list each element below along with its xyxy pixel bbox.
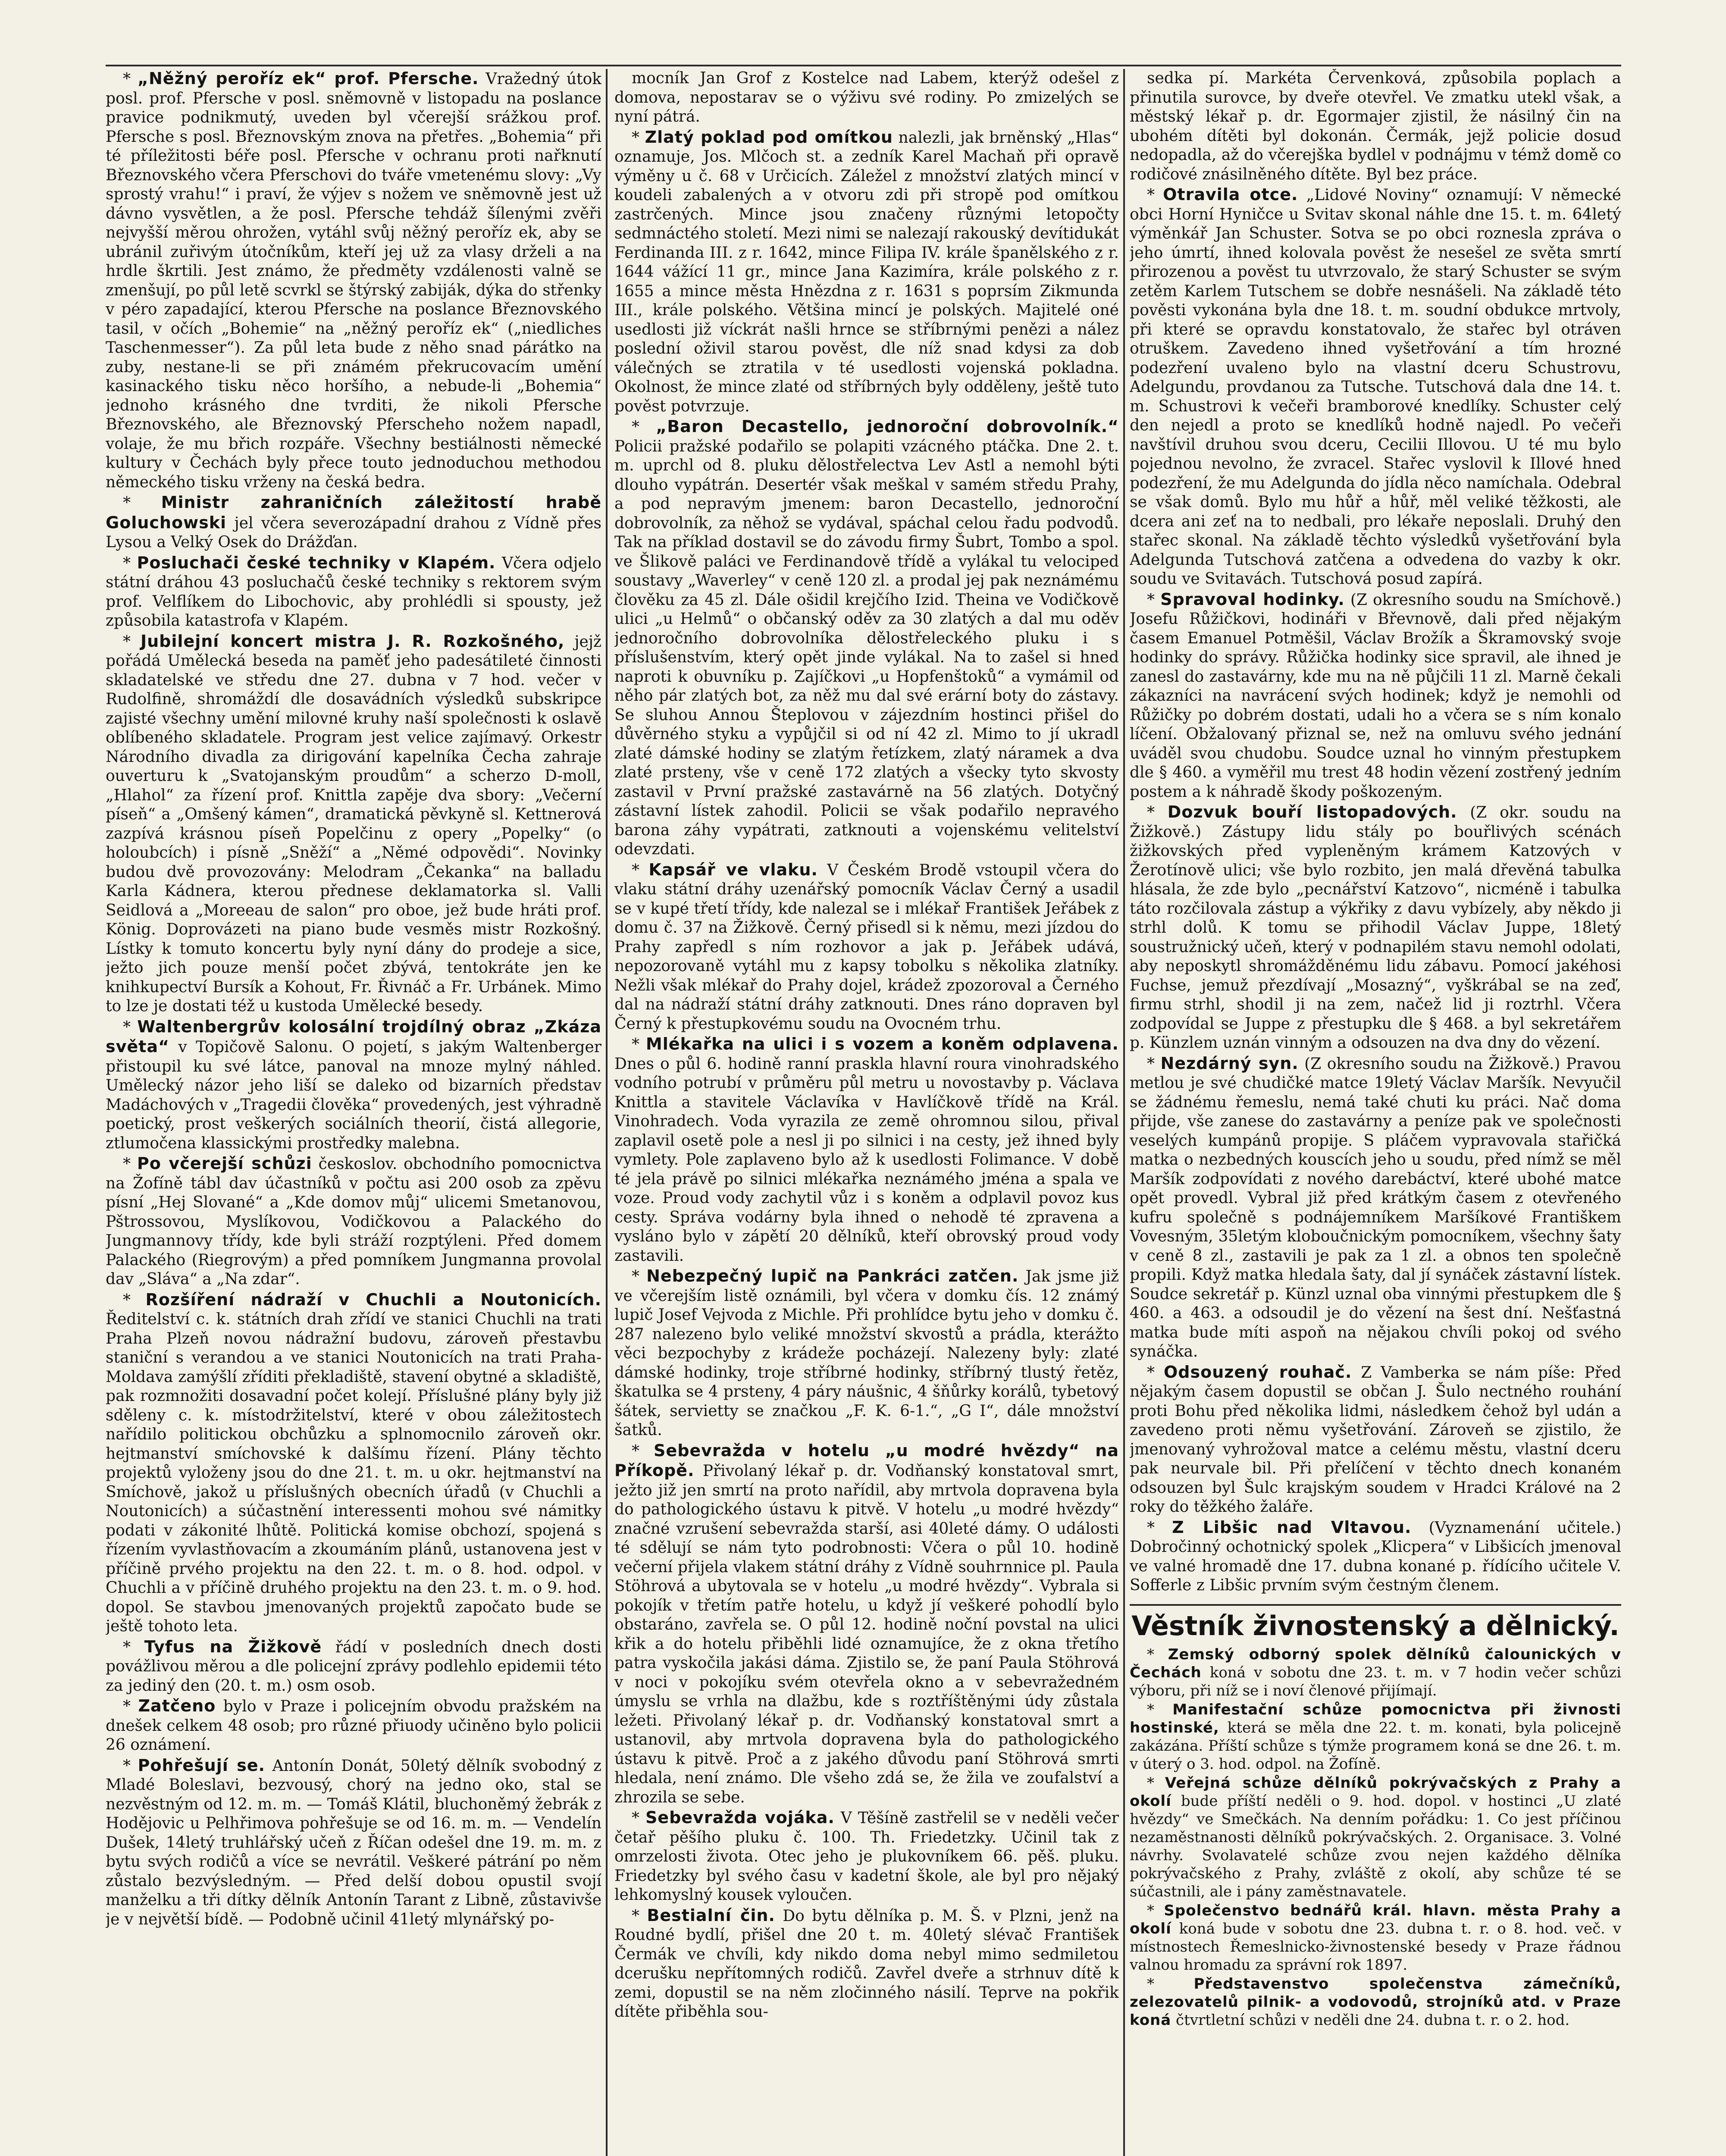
article-text: jejž pořádá Umělecká beseda na paměť jeho padesátileté činnosti skladatelské ve středu dne 27. dubna v 7 hod. večer v Rudolfině, shromáždí dle dosavádních výsledků subskripce zajisté všechny umění milovné kruhy naší společnosti k oslavě oblíbeného skladatele. Program jest velice zajímavý. Orkestr Národního divadla za dirigování kapelníka Čecha zahraje ouverturu k „Svatojanským proudům“ a scherzo D-moll, „Hlahol“ za řízení prof. Knittla zapěje dva sbory: „Večerní píseň“ a „Omšený kámen“, dramatická pěvkyně sl. Kettnerová zazpívá krásnou píseň Popelčinu z opery „Popelky“ (o holoubcích) i písně „Sněží“ a „Němé odpovědi“. Novinky budou dvě provozovány: Melodram „Čekanka“ na balladu Karla Kádnera, kterou přednese deklamatorka sl. Valli Seidlová a „Moreeau de salon“ pro oboe, jež bude hráti prof. König. Doprovázeti na piano bude vesměs mistr Rozkošný. Lístky k tomuto koncertu byly nyní dány do prodeje a sice, ježto jich pouze menší počet zbývá, tentokráte jen ke knihkupectví Bursík a Kohout, Fr. Řivnáč a Fr. Urbánek. Mimo to lze je dostati též u kustoda Umělecké besedy.	[106, 633, 601, 1015]
article-headline: „Něžný peroříz ek“ prof. Pfersche.	[137, 69, 479, 88]
article-text: Antonín Donát, 50letý dělník svobodný z Mladé Boleslavi, bezvousý, chorý na jedno oko, stal se nezvěstným od 12. m. m. — Tomáš Klátil, bluchoněmý žebrák z Hodějovic u Pelhřimova pohřešuje se od 16. m. m. — Vendelín Dušek, 14letý truhlářský učeň z Říčan odešel dne 19. m. m. z bytu svých rodičů a více se nevrátil. Veškeré pátrání po něm zůstalo bezvýsledným. — Před delší dobou opustil svojí manželku a tři dítky dělník Antonín Tarant z Libně, zůstavivše je v největší bídě. — Podobně učinil 41letý mlynářský po-	[106, 1757, 601, 1928]
article-paragraph: * „Něžný peroříz ek“ prof. Pfersche. Vražedný útok posl. prof. Pfersche v posl. sněmovně v listopadu na poslance pravice podnikmutý, uveden byl včerejší srážkou prof. Pfersche s posl. Březnovským znova na přetřes. „Bohemia“ při té příležitosti béře posl. Pfersche v ochranu proti nařknutí Březnovského včera Pferschovi do tváře vmetenému slovy: „Vy sprostý vrahu!“ i praví, že výjev s nožem ve sněmovně jest už dávno vysvětlen, a že posl. Pfersche tehdáž šílenými zvěři nejvyšší měrou ohrožen, vytáhl svůj něžný peroříz ek, aby se ubránil zuřivým útočníkům, kteří jej už za vlasy drželi a na hrdle škrtili. Jest známo, že předměty vzdálenosti valně se zmenšují, po půl letě scvrkl se štýrský zabiják, dýka do střenky v péro zapadající, kterou Pfersche na poslance Březnovského tasil, v očích „Bohemie“ na „něžný peroříz ek“ („niedliches Taschenmesser“). Za půl leta bude z něho snad párátko na zuby, nestane-li se při známém překrucovacím umění kasinackého tisku něco horšího, a nebude-li „Bohemia“ jednoho krásného dne tvrditi, že nikoli Pfersche Březnovského, ale Březnovský Pferscheho nožem napadl, volaje, že mu břich rozpáře. Všechny bestiálnosti německé kultury v Čechách byly přece touto jednoduchou methodou německého tisku vrženy na česká bedra.	[106, 69, 601, 491]
article	[614, 1266, 1119, 1440]
article	[614, 128, 1119, 417]
article-text: bude příští neděli o 9. hod. dopol. v hostinci „U zlaté hvězdy“ ve Smečkách. Na denním pořádku: 1. Co jest příčinou nezaměstnanosti dělníků pokrývačských. 2. Organisace. 3. Volné návrhy. Svolavatelé schůze zvou nejen každého dělníka pokrývačského z Prahy, zvláště z okolí, aby schůze té se súčastnili, ale i pány zaměstnavatele.	[1130, 1792, 1621, 1900]
article	[1130, 1645, 1621, 1700]
article	[106, 1637, 601, 1696]
article	[1130, 590, 1621, 802]
article-headline: Nezdárný syn.	[1160, 1053, 1299, 1073]
article	[1130, 69, 1621, 184]
article-headline: Společenstvo bednářů král. hlavn. města Prahy a okolí	[1130, 1902, 1621, 1937]
article-text: českoslov. obchodního pomocnictva na Žofíně tábl dav účastníků v počtu asi 200 osob za zpěvu písní „Hej Slované“ a „Kde domov můj“ ulicemi Smetanovou, Pštrossovou, Myslíkovou, Vodičkovou a Palackého do Jungmannovy třídy, kde byli stráží rozptýleni. Před domem Palackého (Riegrovým) a před pomníkem Jungmanna provolal dav „Sláva“ a „Na zdar“.	[106, 1155, 601, 1288]
article-headline: „Baron Decastello, jednoroční dobrovolník.“	[656, 417, 1119, 436]
article-headline: Pohřešují se.	[138, 1755, 265, 1775]
article-headline: Po včerejší schůzi	[137, 1154, 312, 1173]
section-items	[1130, 1645, 1621, 2029]
column-3	[1130, 69, 1621, 2156]
article-paragraph: * Rozšíření nádraží v Chuchli a Noutonicích. Ředitelství c. k. státních drah zřídí ve stanici Chuchli na trati Praha Plzeň novou nádražní budovu, zároveň přestavbu staniční s verandou a ve stanici Noutonicích na trati Praha-Moldava zamýšlí zříditi překladiště, stavení obytné a skladiště, pak rozmnožiti dosavadní počet kolejí. Příslušné plány byly již sděleny c. k. místodržitelství, které v obou záležitostech nařídilo politickou obchůzku a splnomocnilo zároveň okr. hejtmanství smíchovské k dalšímu řízení. Plány těchto projektů vyloženy jsou do dne 21. t. m. u okr. hejtmanství na Smíchově, jakož u příslušných obecních úřadů (v Chuchli a Noutonicích) a súčastnění interessenti mohou své námitky podati v zákonité lhůtě. Politická komise obchozí, spojená s řízením vyvlastňovacím a zkoumáním plánů, ustanovena jest v příčině prvého projektu na den 22. t. m. o 8. hod. odpol. v Chuchli a v příčině druhého projektu na den 23. t. m. o 9. hod. dopol. Se stavbou jmenovaných projektů započato bude se ještě tohoto leta.	[106, 1290, 601, 1635]
article-text: Z Vamberka se nám píše: Před nějakým časem dopustil se občan J. Šulo nectného rouhání proti Bohu před několika lidmi, následkem čehož byl udán a zavedeno proti němu vyšetřování. Zároveň se zjistilo, že jmenovaný vyhrožoval matce a celému městu, vlastní dceru pak neurvale bil. Při přelíčení v těchto dnech konaném odsouzen byl Šulc krajským soudem v Hradci Králové na 2 roky do těžkého žaláře.	[1130, 1363, 1621, 1516]
article-text: (Vyznamenání učitele.) Dobročinný ochotnický spolek „Klicpera“ v Libšicích jmenoval ve valné hromadě dne 17. dubna konané p. řídícího učitele V. Sofferle z Libšic prvním svým čestným členem.	[1130, 1519, 1621, 1594]
article	[106, 632, 601, 1016]
article	[614, 1906, 1119, 2022]
article	[1130, 1363, 1621, 1517]
article-paragraph: * Sebevražda vojáka. V Těšíně zastřelil se v neděli večer četař pěšího pluku č. 100. Th. Friedetzky. Učinil tak z omrzelosti života. Otec jeho je plukovníkem 66. pěš. pluku. Friedetzky byl svého času v kadetní škole, ale byl pro nějaký lehkomyslný kousek vyloučen.	[614, 1808, 1119, 1904]
article-text: Vražedný útok posl. prof. Pfersche v posl. sněmovně v listopadu na poslance pravice podnikmutý, uveden byl včerejší srážkou prof. Pfersche s posl. Březnovským znova na přetřes. „Bohemia“ při té příležitosti béře posl. Pfersche v ochranu proti nařknutí Březnovského včera Pferschovi do tváře vmetenému slovy: „Vy sprostý vrahu!“ i praví, že výjev s nožem ve sněmovně jest už dávno vysvětlen, a že posl. Pfersche tehdáž šílenými zvěři nejvyšší měrou ohrožen, vytáhl svůj něžný peroříz ek, aby se ubránil zuřivým útočníkům, kteří jej už za vlasy drželi a na hrdle škrtili. Jest známo, že předměty vzdálenosti valně se zmenšují, po půl letě scvrkl se štýrský zabiják, dýka do střenky v péro zapadající, kterou Pfersche na poslance Březnovského tasil, v očích „Bohemie“ na „něžný peroříz ek“ („niedliches Taschenmesser“). Za půl leta bude z něho snad párátko na zuby, nestane-li se při známém překrucovacím umění kasinackého tisku něco horšího, a nebude-li „Bohemia“ jednoho krásného dne tvrditi, že nikoli Pfersche Březnovského, ale Březnovský Pferscheho nožem napadl, volaje, že mu břich rozpáře. Všechny bestiálnosti německé kultury v Čechách byly přece touto jednoduchou methodou německého tisku vrženy na česká bedra.	[106, 70, 601, 491]
article	[106, 1696, 601, 1755]
article	[614, 860, 1119, 1034]
article-paragraph: * Zatčeno bylo v Praze i policejním obvodu pražském na dnešek celkem 48 osob; pro různé přiuody učiněno bylo policii 26 oznámení.	[106, 1696, 601, 1754]
article-text: nalezli, jak brněnský „Hlas“ oznamuje, Jos. Mlčoch st. a zedník Karel Machaň při opravě výměny u č. 68 v Určicích. Záležel z množství zlatých mincí v koudeli zabalených a v otvoru zdi při stropě pod omítkou zastrčených. Mince jsou značeny různými letopočty sedmnáctého století. Mezi nimi se nalezají rakouský devítidukát Ferdinanda III. z r. 1642, mince Filipa IV. krále španělského z r. 1644 vážící 11 gr., mince Jana Kazimíra, krále polského z r. 1655 a mince města Hnězdna z r. 1631 s poprsím Zikmunda III., krále polského. Většina mincí je polských. Majitelé oné usedlosti již víckrát našli hrnce se stříbrnými penězi a nález poslední oživil starou pověst, dle níž snad kdysi za dob válečných se ztratila v té usedlosti vojenská pokladna. Okolnost, že mince zlaté od stříbrných byly odděleny, ještě tuto pověst potvrzuje.	[614, 128, 1119, 415]
article	[106, 1154, 601, 1289]
article-headline: Manifestační schůze pomocnictva při živnosti hostinské,	[1130, 1701, 1621, 1736]
article-headline: Tyfus na Žižkově	[144, 1637, 322, 1656]
article-headline: Rozšíření nádraží v Chuchli a Noutonicích.	[145, 1290, 601, 1309]
article-text: bylo v Praze i policejním obvodu pražském na dnešek celkem 48 osob; pro různé přiuody učiněno bylo policii 26 oznámení.	[106, 1698, 601, 1754]
article-headline: Nebezpečný lupič na Pankráci zatčen.	[646, 1266, 1019, 1285]
article-text: mocník Jan Grof z Kostelce nad Labem, kterýž odešel z domova, nepostarav se o výživu své rodiny. Po zmizelých se nyní pátrá.	[614, 69, 1119, 125]
article-headline: Zatčeno	[138, 1696, 216, 1715]
article-paragraph: * Odsouzený rouhač. Z Vamberka se nám píše: Před nějakým časem dopustil se občan J. Šulo nectného rouhání proti Bohu před několika lidmi, následkem čehož byl udán a zavedeno proti němu vyšetřování. Zároveň se zjistilo, že jmenovaný vyhrožoval matce a celému městu, vlastní dceru pak neurvale bil. Při přelíčení v těchto dnech konaném odsouzen byl Šulc krajským soudem v Hradci Králové na 2 roky do těžkého žaláře.	[1130, 1362, 1621, 1516]
article-paragraph: * Spravoval hodinky. (Z okresního soudu na Smíchově.) Josefu Růžičkovi, hodináři v Břevnově, dali před nějakým časem Emanuel Potměšil, Václav Brožík a Škramovský svoje hodinky do správy. Růžička hodinky sice spravil, ale ihned je zanesl do zastavárny, kde mu na ně půjčili 11 zl. Marně čekali zákazníci na navrácení svých hodinek; když je nemohli od Růžičky po dobrém dostati, udali ho a včera se s ním konalo líčení. Obžalovaný přiznal se, než na omluvu svého jednání uváděl svou chudobu. Soudce uznal ho vinným přestupkem dle § 460. a vyměřil mu trest 48 hodin vězení zostřený jedním postem a k náhradě škody poškozeným.	[1130, 589, 1621, 801]
article-text: (Z okr. soudu na Žižkově.) Zástupy lidu stály po bouřlivých scénách žižkovských před vypleněným krámem Katzových v Žerotínově ulici; vše bylo rozbito, jen malá dřevěná tabulka hlásala, že zde bylo „pecnářství Katzovo“, nicméně i tabulka táto rozčilovala zástup a výkřiky z davu vybízely, aby někdo ji strhl dolů. K tomu se přihodil Václav Juppe, 18letý soustružnický učeň, který v podnapilém stavu nemohl odolati, aby neposkytl shromážděnému lidu zábavu. Pomocí jakéhosi Fuchse, jemuž přezdívají „Mosazný“, vyškrábal se na zeď, firmu strhl, shodil ji na zem, načež lid ji roztrhl. Včera zodpovídal se Juppe z přestupku dle § 468. a byl sekretářem p. Künzlem uznán vinným a odsouzen na dva dny do vězení.	[1130, 804, 1621, 1052]
article	[614, 417, 1119, 859]
article-text: čtvrtletní schůzi v neděli dne 24. dubna t. r. o 2. hod.	[1176, 2011, 1570, 2029]
column-rule-2	[1123, 69, 1125, 2156]
article-headline: Z Libšic nad Vltavou.	[1172, 1517, 1412, 1537]
article-text: v Topičově Salonu. O pojetí, s jakým Waltenberger přistoupil ku své látce, panoval na mnoze mylný náhled. Umělecký názor jeho liší se daleko od bizarních představ Madáchových v „Tragedii člověka“ provedených, jest výhradně poetický, prost veškerých sociálních theorií, čistá allegorie, ztlumočena klassickými prostředky malebna.	[106, 1038, 601, 1152]
article-paragraph: * Veřejná schůze dělníků pokrývačských z Prahy a okolí bude příští neděli o 9. hod. dopol. v hostinci „U zlaté hvězdy“ ve Smečkách. Na denním pořádku: 1. Co jest příčinou nezaměstnanosti dělníků pokrývačských. 2. Organisace. 3. Volné návrhy. Svolavatelé schůze zvou nejen každého dělníka pokrývačského z Prahy, zvláště z okolí, aby schůze té se súčastnili, ale i pány zaměstnavatele.	[1130, 1774, 1621, 1900]
article-text: Přivolaný lékař p. dr. Vodňanský konstatoval smrt, ježto již jen smrtí na proto nařídil, aby mrtvola dopravena byla do pathologického ústavu k pitvě. V hotelu „u modré hvězdy“ značné vzrušení sebevražda starší, asi 40leté dámy. O události té sdělují se nám tyto podrobnosti: Včera o půl 10. hodině večerní přijela vlakem státní dráhy z Vídně souhrnnice pl. Paula Stöhrová a ubytovala se v hotelu „u modré hvězdy“. Vybrala si pokojík v třetím patře hotelu, u když jí veškeré pohodlí bylo obstaráno, zavřela se. O půl 12. hodině noční povstal na ulici křik a do hotelu přiběhli lidé oznamujíce, že z okna třetího patra vyskočila jakási dáma. Zjistilo se, že paní Paula Stöhrová v noci v pokojíku svém otevřela okno a v sebevražedném úmyslu se vrhla na dlažbu, kde s roztříštěnými údy zůstala ležeti. Přivolaný lékař p. dr. Vodňanský konstatoval smrt a ustanovil, aby mrtvola dopravena byla do pathologického ústavu k pitvě. Proč a z jakého důvodu paní Stöhrová smrti hledala, není známo. Dle všeho zdá se, že žila ve zoufalství a zhrozila se sebe.	[614, 1462, 1119, 1806]
article-headline: Veřejná schůze dělníků pokrývačských z Prahy a okolí	[1130, 1774, 1621, 1810]
article	[1130, 1054, 1621, 1362]
article-headline: Představenstvo společenstva zámečníků, zelezovatelů pilnik- a vodovodů, strojníků atd. v Praze koná	[1130, 1975, 1621, 2029]
article-text: koná v sobotu dne 23. t. m. v 7 hodin večer schůzi výboru, při níž se i noví členové přijímají.	[1130, 1664, 1621, 1699]
article-text: V Těšíně zastřelil se v neděli večer četař pěšího pluku č. 100. Th. Friedetzky. Učinil tak z omrzelosti života. Otec jeho je plukovníkem 66. pěš. pluku. Friedetzky byl svého času v kadetní škole, ale byl pro nějaký lehkomyslný kousek vyloučen.	[614, 1809, 1119, 1904]
article-text: Jak jsme již ve včerejším listě oznámili, byl včera v domku čís. 12 známý lupič Josef Vejvoda z Michle. Při prohlídce bytu jeho v domku č. 287 nalezeno bylo veliké množství skvostů a prádla, kterážto věci bezpochyby z krádeže pocházejí. Nalezeny byly: zlaté dámské hodinky, troje stříbrné hodinky, stříbrný tlustý řetěz, škatulka se 4 prsteny, 4 páry náušnic, 4 šňůrky korálů, tybetový šátek, servietty se značkou „F. K. 6-1.“, „G I“, dále množství šatků.	[614, 1268, 1119, 1439]
article-text: (Z okresního soudu na Žižkově.) Pravou metlou je své chudičké matce 19letý Václav Maršík. Nevyučil se žádnému řemeslu, nemá také chuti ku práci. Nač doma přijde, vše zanese do zastavárny a peníze pak ve společnosti veselých kumpánů propije. S pláčem vypravovala stařičká matka o nezbedných kouscích jeho u soudu, před nímž se měl Maršík zodpovídati z nového darebáctví, které ubohé matce opět provedl. Vybral již před krátkým časem z otevřeného kufru společně s podnájemníkem Maršíkové Františkem Vovesným, 35letým kloboučnickým pomocníkem, všechny šaty v ceně 8 zl., zastavili je pak za 1 zl. a obnos ten společně propili. Když matka hledala šaty, dal jí synáček zástavní lístek. Soudce sekretář p. Künzl uznal oba vinnými přestupkem dle § 460. a 463. a odsoudil je do vězení na šest dní. Nešťastná matka bude míti aspoň na nějakou chvíli pokoj od svého synáčka.	[1130, 1055, 1621, 1360]
column-1	[106, 69, 601, 2156]
article-headline: Dozvuk bouří listopadových.	[1167, 802, 1457, 821]
article-paragraph: * Bestialní čin. Do bytu dělníka p. M. Š. v Plzni, jenž na Roudné bydlí, přišel dne 20 t. m. 40letý slévač František Čermák ve chvíli, kdy nikdo doma nebyl mimo sedmiletou dcerušku nepřítomných rodičů. Zavřel dveře a strhnuv dítě k zemi, dopustil se na něm zločinného násilí. Teprve na pokřik dítěte přiběhla sou-	[614, 1905, 1119, 2021]
article-text: řádí v posledních dnech dosti povážlivou měrou a dle policejní zprávy podlehlo epidemii této za jediný den (20. t. m.) osm osob.	[106, 1638, 601, 1695]
article-paragraph: * Společenstvo bednářů král. hlavn. města Prahy a okolí koná bude v sobotu dne 23. dubna t. r. o 8. hod. več. v místnostech Řemeslnicko-živnostenské besedy v Praze řádnou valnou hromadu za správní rok 1897.	[1130, 1902, 1621, 1974]
article-paragraph: * Kapsář ve vlaku. V Českém Brodě vstoupil včera do vlaku státní dráhy uzenářský pomocník Václav Černý a usadil se v kupé třetí třídy, kde nalezal se i mlékař František Jeřábek z domu č. 37 na Žižkově. Černý přisedl si k němu, mezi jízdou do Prahy zapředl s ním rozhovor a jak p. Jeřábek udává, nepozorovaně vytáhl mu z kapsy tobolku s několika zlatníky. Nežli však mlékař do Prahy dojel, krádež zpozoroval a Černého dal na nádraží státní dráhy zatknouti. Dnes ráno dopraven byl Černý k přestupkovému soudu na Ovocném trhu.	[614, 860, 1119, 1033]
article	[1130, 1975, 1621, 2029]
article	[106, 553, 601, 631]
article-paragraph: * Z Libšic nad Vltavou. (Vyznamenání učitele.) Dobročinný ochotnický spolek „Klicpera“ v Libšicích jmenoval ve valné hromadě dne 17. dubna konané p. řídícího učitele V. Sofferle z Libšic prvním svým čestným členem.	[1130, 1517, 1621, 1594]
article-text: Do bytu dělníka p. M. Š. v Plzni, jenž na Roudné bydlí, přišel dne 20 t. m. 40letý slévač František Čermák ve chvíli, kdy nikdo doma nebyl mimo sedmiletou dcerušku nepřítomných rodičů. Zavřel dveře a strhnuv dítě k zemi, dopustil se na něm zločinného násilí. Teprve na pokřik dítěte přiběhla sou-	[614, 1907, 1119, 2021]
article-headline: Jubilejní koncert mistra J. R. Rozkošného,	[140, 631, 565, 651]
article	[614, 1034, 1119, 1266]
article-paragraph: * Dozvuk bouří listopadových. (Z okr. soudu na Žižkově.) Zástupy lidu stály po bouřlivých scénách žižkovských před vypleněným krámem Katzových v Žerotínově ulici; vše bylo rozbito, jen malá dřevěná tabulka hlásala, že zde bylo „pecnářství Katzovo“, nicméně i tabulka táto rozčilovala zástup a výkřiky z davu vybízely, aby někdo ji strhl dolů. K tomu se přihodil Václav Juppe, 18letý soustružnický učeň, který v podnapilém stavu nemohl odolati, aby neposkytl shromážděnému lidu zábavu. Pomocí jakéhosi Fuchse, jemuž přezdívají „Mosazný“, vyškrábal se na zeď, firmu strhl, shodil ji na zem, načež lid ji roztrhl. Včera zodpovídal se Juppe z přestupku dle § 468. a byl sekretářem p. Künzlem uznán vinným a odsouzen na dva dny do vězení.	[1130, 802, 1621, 1052]
article-paragraph: * Po včerejší schůzi českoslov. obchodního pomocnictva na Žofíně tábl dav účastníků v počtu asi 200 osob za zpěvu písní „Hej Slované“ a „Kde domov můj“ ulicemi Smetanovou, Pštrossovou, Myslíkovou, Vodičkovou a Palackého do Jungmannovy třídy, kde byli stráží rozptýleni. Před domem Palackého (Riegrovým) a před pomníkem Jungmanna provolal dav „Sláva“ a „Na zdar“.	[106, 1154, 601, 1288]
article	[106, 69, 601, 492]
article	[106, 1290, 601, 1636]
article-paragraph: * Posluchači české techniky v Klapém. Včera odjelo státní dráhou 43 posluchačů české techniky s rektorem svým prof. Velflíkem do Libochovic, aby prohlédli si spousty, jež způsobila katastrofa v Klapém.	[106, 553, 601, 630]
article	[1130, 1902, 1621, 1974]
article-paragraph: * „Baron Decastello, jednoroční dobrovolník.“ Policii pražské podařilo se polapiti vzácného ptáčka. Dne 2. t. m. uprchl od 8. pluku dělostřelectva Lev Astl a nemohl býti dlouho vypátrán. Desertér však meškal v samém středu Prahy, a pod nepravým jmenem: baron Decastello, jednoroční dobrovolník, za něhož se vydával, spáchal celou řadu podvodů. Tak na příklad dostavil se do závodu firmy Šubrt, Tombo a spol. ve Šlikově paláci ve Ferdinandově třídě a vylákal tu velociped soustavy „Waverley“ v ceně 120 zl. a prodal jej pak neznámému člověku za 45 zl. Dále ošidil krejčího Izid. Theina ve Vodičkově ulici „u Helmů“ o občanský oděv za 30 zlatých a dal mu oděv jednoročního dobrovolníka dělostřeleckého pluku i s příslušenstvím, který opět jinde vylákal. Na to zašel si hned naproti k obuvníku p. Zajíčkovi „u Hopfenštoků“ a vymámil od něho pár zlatých bot, za něž mu dal své erární boty do zástavy. Se sluhou Annou Šteplovou v zájezdním hostinci přišel do důvěrného styku a vypůjčil si od ní 42 zl. Mimo to jí ukradl zlaté dámské hodiny se zlatým řetízkem, zlatý náramek a dva zlaté prsteny, vše v ceně 172 zlatých a všecky tyto skvosty zastavil v První pražské zastavárně na 56 zlatých. Dotyčný zástavní lístek zahodil. Policii se však podařilo nepravého barona záhy vypátrati, zatknouti a vojenskému velitelství odevzdati.	[614, 417, 1119, 858]
section-title-vestnik: Věstník živnostenský a dělnický.	[1130, 1604, 1621, 1642]
article-text: (Z okresního soudu na Smíchově.) Josefu Růžičkovi, hodináři v Břevnově, dali před nějakým časem Emanuel Potměšil, Václav Brožík a Škramovský svoje hodinky do správy. Růžička hodinky sice spravil, ale ihned je zanesl do zastavárny, kde mu na ně půjčili 11 zl. Marně čekali zákazníci na navrácení svých hodinek; když je nemohli od Růžičky po dobrém dostati, udali ho a včera se s ním konalo líčení. Obžalovaný přiznal se, než na omluvu svého jednání uváděl svou chudobu. Soudce uznal ho vinným přestupkem dle § 460. a vyměřil mu trest 48 hodin vězení zostřený jedním postem a k náhradě škody poškozeným.	[1130, 591, 1621, 801]
article-text: jel včera severozápadní drahou z Vídně přes Lysou a Velký Osek do Drážďan.	[106, 514, 601, 551]
article-text: která se měla dne 22. t. m. konati, byla policejně zakázána. Příští schůze s týmže programem koná se dne 26. t. m. v úterý o 3. hod. odpol. na Žofíně.	[1130, 1719, 1621, 1773]
article	[614, 69, 1119, 127]
article-headline: Waltenbergrův kolosální trojdílný obraz „Zkáza světa“	[106, 1017, 601, 1056]
article-text: Dnes o půl 6. hodině ranní praskla hlavní roura vinohradského vodního potrubí v průměru půl metru u novostavby p. Václava Knittla a stavitele Václavíka v Havlíčkově třídě na Král. Vinohradech. Voda vyrazila ze země ohromnou silou, přival zaplavil osetě pole a nesl ji po silnici i na cesty, jež ihned byly vymlety. Pole zaplaveno bylo až k usedlosti Folimance. V době té jela právě po silnici mlékařka neznámého jména a spala ve voze. Proud vody zachytil vůz i s koněm a odplavil povoz kus cesty. Správa vodárny byla ihned o nehodě té zpravena a vysláno bylo v zápětí 20 dělníků, kteří obrovský proud vody zastavili.	[614, 1055, 1119, 1265]
article-paragraph: * Sebevražda v hotelu „u modré hvězdy“ na Příkopě. Přivolaný lékař p. dr. Vodňanský konstatoval smrt, ježto již jen smrtí na proto nařídil, aby mrtvola dopravena byla do pathologického ústavu k pitvě. V hotelu „u modré hvězdy“ značné vzrušení sebevražda starší, asi 40leté dámy. O události té sdělují se nám tyto podrobnosti: Včera o půl 10. hodině večerní přijela vlakem státní dráhy z Vídně souhrnnice pl. Paula Stöhrová a ubytovala se v hotelu „u modré hvězdy“. Vybrala si pokojík v třetím patře hotelu, u když jí veškeré pohodlí bylo obstaráno, zavřela se. O půl 12. hodině noční povstal na ulici křik a do hotelu přiběhli lidé oznamujíce, že z okna třetího patra vyskočila jakási dáma. Zjistilo se, že paní Paula Stöhrová v noci v pokojíku svém otevřela okno a v sebevražedném úmyslu se vrhla na dlažbu, kde s roztříštěnými údy zůstala ležeti. Přivolaný lékař p. dr. Vodňanský konstatoval smrt a ustanovil, aby mrtvola dopravena byla do pathologického ústavu k pitvě. Proč a z jakého důvodu paní Stöhrová smrti hledala, není známo. Dle všeho zdá se, že žila ve zoufalství a zhrozila se sebe.	[614, 1441, 1119, 1806]
article-paragraph: * Nezdárný syn. (Z okresního soudu na Žižkově.) Pravou metlou je své chudičké matce 19letý Václav Maršík. Nevyučil se žádnému řemeslu, nemá také chuti ku práci. Nač doma přijde, vše zanese do zastavárny a peníze pak ve společnosti veselých kumpánů propije. S pláčem vypravovala stařičká matka o nezbedných kouscích jeho u soudu, před nímž se měl Maršík zodpovídati z nového darebáctví, které ubohé matce opět provedl. Vybral již před krátkým časem z otevřeného kufru společně s podnájemníkem Maršíkové Františkem Vovesným, 35letým kloboučnickým pomocníkem, všechny šaty v ceně 8 zl., zastavili je pak za 1 zl. a obnos ten společně propili. Když matka hledala šaty, dal jí synáček zástavní lístek. Soudce sekretář p. Künzl uznal oba vinnými přestupkem dle § 460. a 463. a odsoudil je do vězení na šest dní. Nešťastná matka bude míti aspoň na nějakou chvíli pokoj od svého synáčka.	[1130, 1053, 1621, 1360]
article-paragraph: * Zlatý poklad pod omítkou nalezli, jak brněnský „Hlas“ oznamuje, Jos. Mlčoch st. a zedník Karel Machaň při opravě výměny u č. 68 v Určicích. Záležel z množství zlatých mincí v koudeli zabalených a v otvoru zdi při stropě pod omítkou zastrčených. Mince jsou značeny různými letopočty sedmnáctého století. Mezi nimi se nalezají rakouský devítidukát Ferdinanda III. z r. 1642, mince Filipa IV. krále španělského z r. 1644 vážící 11 gr., mince Jana Kazimíra, krále polského z r. 1655 a mince města Hnězdna z r. 1631 s poprsím Zikmunda III., krále polského. Většina mincí je polských. Majitelé oné usedlosti již víckrát našli hrnce se stříbrnými penězi a nález poslední oživil starou pověst, dle níž snad kdysi za dob válečných se ztratila v té usedlosti vojenská pokladna. Okolnost, že mince zlaté od stříbrných byly odděleny, ještě tuto pověst potvrzuje.	[614, 127, 1119, 415]
article	[614, 1441, 1119, 1808]
article-paragraph: * Ministr zahraničních záležitostí hrabě Goluchowski jel včera severozápadní drahou z Vídně přes Lysou a Velký Osek do Drážďan.	[106, 493, 601, 551]
article	[1130, 1774, 1621, 1901]
article-headline: Odsouzený rouhač.	[1163, 1362, 1352, 1382]
article-headline: Zlatý poklad pod omítkou	[645, 127, 893, 147]
column-rule-1	[606, 69, 608, 2156]
article	[1130, 1518, 1621, 1595]
article	[106, 1017, 601, 1153]
article-paragraph	[1130, 69, 1621, 184]
article-paragraph: * Zemský odborný spolek dělníků čalounických v Čechách koná v sobotu dne 23. t. m. v 7 hodin večer schůzi výboru, při níž se i noví členové přijímají.	[1130, 1645, 1621, 1699]
top-rule	[106, 65, 1621, 66]
article-paragraph	[614, 69, 1119, 127]
article-headline: Posluchači české techniky v Klapém.	[137, 553, 496, 572]
article-headline: Otravila otce.	[1163, 185, 1298, 204]
article-headline: Kapsář ve vlaku.	[648, 860, 818, 879]
article-headline: Mlékařka na ulici i s vozem a koněm odplavena.	[645, 1034, 1119, 1053]
article	[1130, 185, 1621, 589]
article-headline: Sebevražda v hotelu „u modré hvězdy“ na Příkopě.	[614, 1441, 1119, 1480]
article-paragraph: * Otravila otce. „Lidové Noviny“ oznamují: V německé obci Horní Hyničce u Svitav skonal náhle dne 15. t. m. 64letý výměnkář Jan Schuster. Sotva se po obci roznesla zpráva o jeho úmrtí, ihned kolovala pověst že nesešel ze světa smrtí přirozenou a pověst tu utvrzovalo, že starý Schuster se svým zetěm Karlem Tutschem se dobře nesnášeli. Na základě této pověsti vykonána byla dne 18. t. m. soudní obdukce mrtvoly, při které se opravdu konstatovalo, že stařec byl otráven otruškem. Zavedeno ihned vyšetřování a tím hrozné podezření uvaleno bylo na vlastní dceru Schustrovu, Adelgundu, provdanou za Tutsche. Tutschová dala dne 14. t. m. Schustrovi k večeři bramborové knedlíky. Schuster celý den nejedl a proto se knedlíků hodně najedl. Po večeři navštívil druhou svou dceru, Cecilii Illovou. U té mu bylo pojednou nevolno, že zvracel. Stařec vyslovil k Illové hned podezření, že mu Adelgunda do jídla něco namíchala. Odebral se však domů. Bylo mu hůř a hůř, měl veliké těžkosti, ale dcera ani zeť na to nedbali, pro lékaře neposlali. Druhý den stařec skonal. Na základě těchto výsledků vyšetřování byla Adelgunda Tutschová zatčena a odvedena do vazby k okr. soudu ve Svitavách. Tutschová posud zapírá.	[1130, 185, 1621, 588]
article-text: „Lidové Noviny“ oznamují: V německé obci Horní Hyničce u Svitav skonal náhle dne 15. t. m. 64letý výměnkář Jan Schuster. Sotva se po obci roznesla zpráva o jeho úmrtí, ihned kolovala pověst že nesešel ze světa smrtí přirozenou a pověst tu utvrzovalo, že starý Schuster se svým zetěm Karlem Tutschem se dobře nesnášeli. Na základě této pověsti vykonána byla dne 18. t. m. soudní obdukce mrtvoly, při které se opravdu konstatovalo, že stařec byl otráven otruškem. Zavedeno ihned vyšetřování a tím hrozné podezření uvaleno bylo na vlastní dceru Schustrovu, Adelgundu, provdanou za Tutsche. Tutschová dala dne 14. t. m. Schustrovi k večeři bramborové knedlíky. Schuster celý den nejedl a proto se knedlíků hodně najedl. Po večeři navštívil druhou svou dceru, Cecilii Illovou. U té mu bylo pojednou nevolno, že zvracel. Stařec vyslovil k Illové hned podezření, že mu Adelgunda do jídla něco namíchala. Odebral se však domů. Bylo mu hůř a hůř, měl veliké těžkosti, ale dcera ani zeť na to nedbali, pro lékaře neposlali. Druhý den stařec skonal. Na základě těchto výsledků vyšetřování byla Adelgunda Tutschová zatčena a odvedena do vazby k okr. soudu ve Svitavách. Tutschová posud zapírá.	[1130, 186, 1621, 588]
article-text: Včera odjelo státní dráhou 43 posluchačů české techniky s rektorem svým prof. Velflíkem do Libochovic, aby prohlédli si spousty, jež způsobila katastrofa v Klapém.	[106, 554, 601, 630]
article-headline: Zemský odborný spolek dělníků čalounických v Čechách	[1130, 1645, 1621, 1681]
article	[1130, 802, 1621, 1053]
article-paragraph: * Představenstvo společenstva zámečníků, zelezovatelů pilnik- a vodovodů, strojníků atd. v Praze koná čtvrtletní schůzi v neděli dne 24. dubna t. r. o 2. hod.	[1130, 1975, 1621, 2029]
article-headline: Sebevražda vojáka.	[645, 1808, 835, 1827]
article-paragraph: * Manifestační schůze pomocnictva při živnosti hostinské, která se měla dne 22. t. m. konati, byla policejně zakázána. Příští schůze s týmže programem koná se dne 26. t. m. v úterý o 3. hod. odpol. na Žofíně.	[1130, 1701, 1621, 1773]
article	[614, 1808, 1119, 1905]
article	[1130, 1701, 1621, 1773]
article-paragraph: * Jubilejní koncert mistra J. R. Rozkošného, jejž pořádá Umělecká beseda na paměť jeho padesátileté činnosti skladatelské ve středu dne 27. dubna v 7 hod. večer v Rudolfině, shromáždí dle dosavádních výsledků subskripce zajisté všechny umění milovné kruhy naší společnosti k oslavě oblíbeného skladatele. Program jest velice zajímavý. Orkestr Národního divadla za dirigování kapelníka Čecha zahraje ouverturu k „Svatojanským proudům“ a scherzo D-moll, „Hlahol“ za řízení prof. Knittla zapěje dva sbory: „Večerní píseň“ a „Omšený kámen“, dramatická pěvkyně sl. Kettnerová zazpívá krásnou píseň Popelčinu z opery „Popelky“ (o holoubcích) i písně „Sněží“ a „Němé odpovědi“. Novinky budou dvě provozovány: Melodram „Čekanka“ na balladu Karla Kádnera, kterou přednese deklamatorka sl. Valli Seidlová a „Moreeau de salon“ pro oboe, jež bude hráti prof. König. Doprovázeti na piano bude vesměs mistr Rozkošný. Lístky k tomuto koncertu byly nyní dány do prodeje a sice, ježto jich pouze menší počet zbývá, tentokráte jen ke knihkupectví Bursík a Kohout, Fr. Řivnáč a Fr. Urbánek. Mimo to lze je dostati též u kustoda Umělecké besedy.	[106, 631, 601, 1015]
article-headline: Spravoval hodinky.	[1160, 589, 1345, 609]
column-3-articles	[1130, 69, 1621, 1595]
article-text: Policii pražské podařilo se polapiti vzácného ptáčka. Dne 2. t. m. uprchl od 8. pluku dělostřelectva Lev Astl a nemohl býti dlouho vypátrán. Desertér však meškal v samém středu Prahy, a pod nepravým jmenem: baron Decastello, jednoroční dobrovolník, za něhož se vydával, spáchal celou řadu podvodů. Tak na příklad dostavil se do závodu firmy Šubrt, Tombo a spol. ve Šlikově paláci ve Ferdinandově třídě a vylákal tu velociped soustavy „Waverley“ v ceně 120 zl. a prodal jej pak neznámému člověku za 45 zl. Dále ošidil krejčího Izid. Theina ve Vodičkově ulici „u Helmů“ o občanský oděv za 30 zlatých a dal mu oděv jednoročního dobrovolníka dělostřeleckého pluku i s příslušenstvím, který opět jinde vylákal. Na to zašel si hned naproti k obuvníku p. Zajíčkovi „u Hopfenštoků“ a vymámil od něho pár zlatých bot, za něž mu dal své erární boty do zástavy. Se sluhou Annou Šteplovou v zájezdním hostinci přišel do důvěrného styku a vypůjčil si od ní 42 zl. Mimo to jí ukradl zlaté dámské hodiny se zlatým řetízkem, zlatý náramek a dva zlaté prsteny, vše v ceně 172 zlatých a všecky tyto skvosty zastavil v První pražské zastavárně na 56 zlatých. Dotyčný zástavní lístek zahodil. Policii se však podařilo nepravého barona záhy vypátrati, zatknouti a vojenskému velitelství odevzdati.	[614, 437, 1119, 858]
article-text: koná bude v sobotu dne 23. dubna t. r. o 8. hod. več. v místnostech Řemeslnicko-živnostenské besedy v Praze řádnou valnou hromadu za správní rok 1897.	[1130, 1920, 1621, 1974]
article-paragraph: * Nebezpečný lupič na Pankráci zatčen. Jak jsme již ve včerejším listě oznámili, byl včera v domku čís. 12 známý lupič Josef Vejvoda z Michle. Při prohlídce bytu jeho v domku č. 287 nalezeno bylo veliké množství skvostů a prádla, kterážto věci bezpochyby z krádeže pocházejí. Nalezeny byly: zlaté dámské hodinky, troje stříbrné hodinky, stříbrný tlustý řetěz, škatulka se 4 prsteny, 4 páry náušnic, 4 šňůrky korálů, tybetový šátek, servietty se značkou „F. K. 6-1.“, „G I“, dále množství šatků.	[614, 1266, 1119, 1439]
article-paragraph: * Pohřešují se. Antonín Donát, 50letý dělník svobodný z Mladé Boleslavi, bezvousý, chorý na jedno oko, stal se nezvěstným od 12. m. m. — Tomáš Klátil, bluchoněmý žebrák z Hodějovic u Pelhřimova pohřešuje se od 16. m. m. — Vendelín Dušek, 14letý truhlářský učeň z Říčan odešel dne 19. m. m. z bytu svých rodičů a více se nevrátil. Veškeré pátrání po něm zůstalo bezvýsledným. — Před delší dobou opustil svojí manželku a tři dítky dělník Antonín Tarant z Libně, zůstavivše je v největší bídě. — Podobně učinil 41letý mlynářský po-	[106, 1755, 601, 1928]
article	[106, 493, 601, 552]
article-headline: Ministr zahraničních záležitostí hrabě Goluchowski	[106, 493, 601, 532]
article-headline: Bestialní čin.	[647, 1905, 775, 1925]
article-text: Ředitelství c. k. státních drah zřídí ve stanici Chuchli na trati Praha Plzeň novou nádražní budovu, zároveň přestavbu staniční s verandou a ve stanici Noutonicích na trati Praha-Moldava zamýšlí zříditi překladiště, stavení obytné a skladiště, pak rozmnožiti dosavadní počet kolejí. Příslušné plány byly již sděleny c. k. místodržitelství, které v obou záležitostech nařídilo politickou obchůzku a splnomocnilo zároveň okr. hejtmanství smíchovské k dalšímu řízení. Plány těchto projektů vyloženy jsou do dne 21. t. m. u okr. hejtmanství na Smíchově, jakož u příslušných obecních úřadů (v Chuchli a Noutonicích) a súčastnění interessenti mohou své námitky podati v zákonité lhůtě. Politická komise obchozí, spojená s řízením vyvlastňovacím a zkoumáním plánů, ustanovena jest v příčině prvého projektu na den 22. t. m. o 8. hod. odpol. v Chuchli a v příčině druhého projektu na den 23. t. m. o 9. hod. dopol. Se stavbou jmenovaných projektů započato bude se ještě tohoto leta.	[106, 1310, 601, 1635]
article-paragraph: * Waltenbergrův kolosální trojdílný obraz „Zkáza světa“ v Topičově Salonu. O pojetí, s jakým Waltenberger přistoupil ku své látce, panoval na mnoze mylný náhled. Umělecký názor jeho liší se daleko od bizarních představ Madáchových v „Tragedii člověka“ provedených, jest výhradně poetický, prost veškerých sociálních theorií, čistá allegorie, ztlumočena klassickými prostředky malebna.	[106, 1017, 601, 1152]
article-paragraph: * Tyfus na Žižkově řádí v posledních dnech dosti povážlivou měrou a dle policejní zprávy podlehlo epidemii této za jediný den (20. t. m.) osm osob.	[106, 1637, 601, 1695]
column-2	[614, 69, 1119, 2156]
article	[106, 1756, 601, 1930]
article-paragraph: * Mlékařka na ulici i s vozem a koněm odplavena. Dnes o půl 6. hodině ranní praskla hlavní roura vinohradského vodního potrubí v průměru půl metru u novostavby p. Václava Knittla a stavitele Václavíka v Havlíčkově třídě na Král. Vinohradech. Voda vyrazila ze země ohromnou silou, přival zaplavil osetě pole a nesl ji po silnici i na cesty, jež ihned byly vymlety. Pole zaplaveno bylo až k usedlosti Folimance. V době té jela právě po silnici mlékařka neznámého jména a spala ve voze. Proud vody zachytil vůz i s koněm a odplavil povoz kus cesty. Správa vodárny byla ihned o nehodě té zpravena a vysláno bylo v zápětí 20 dělníků, kteří obrovský proud vody zastavili.	[614, 1034, 1119, 1265]
article-text: V Českém Brodě vstoupil včera do vlaku státní dráhy uzenářský pomocník Václav Černý a usadil se v kupé třetí třídy, kde nalezal se i mlékař František Jeřábek z domu č. 37 na Žižkově. Černý přisedl si k němu, mezi jízdou do Prahy zapředl s ním rozhovor a jak p. Jeřábek udává, nepozorovaně vytáhl mu z kapsy tobolku s několika zlatníky. Nežli však mlékař do Prahy dojel, krádež zpozoroval a Černého dal na nádraží státní dráhy zatknouti. Dnes ráno dopraven byl Černý k přestupkovému soudu na Ovocném trhu.	[614, 861, 1119, 1033]
article-text: sedka pí. Markéta Červenková, způsobila poplach a přinutila surovce, by dveře otevřel. Ve zmatku utekl však, a městský lékař p. dr. Egormajer zjistil, že násilný čin na ubohém dítěti byl dokonán. Čermák, jejž policie dosud nedopadla, až do včerejška bydlel v podnájmu v témž domě co rodičové znásilněného dítěte. Byl bez práce.	[1130, 69, 1621, 183]
